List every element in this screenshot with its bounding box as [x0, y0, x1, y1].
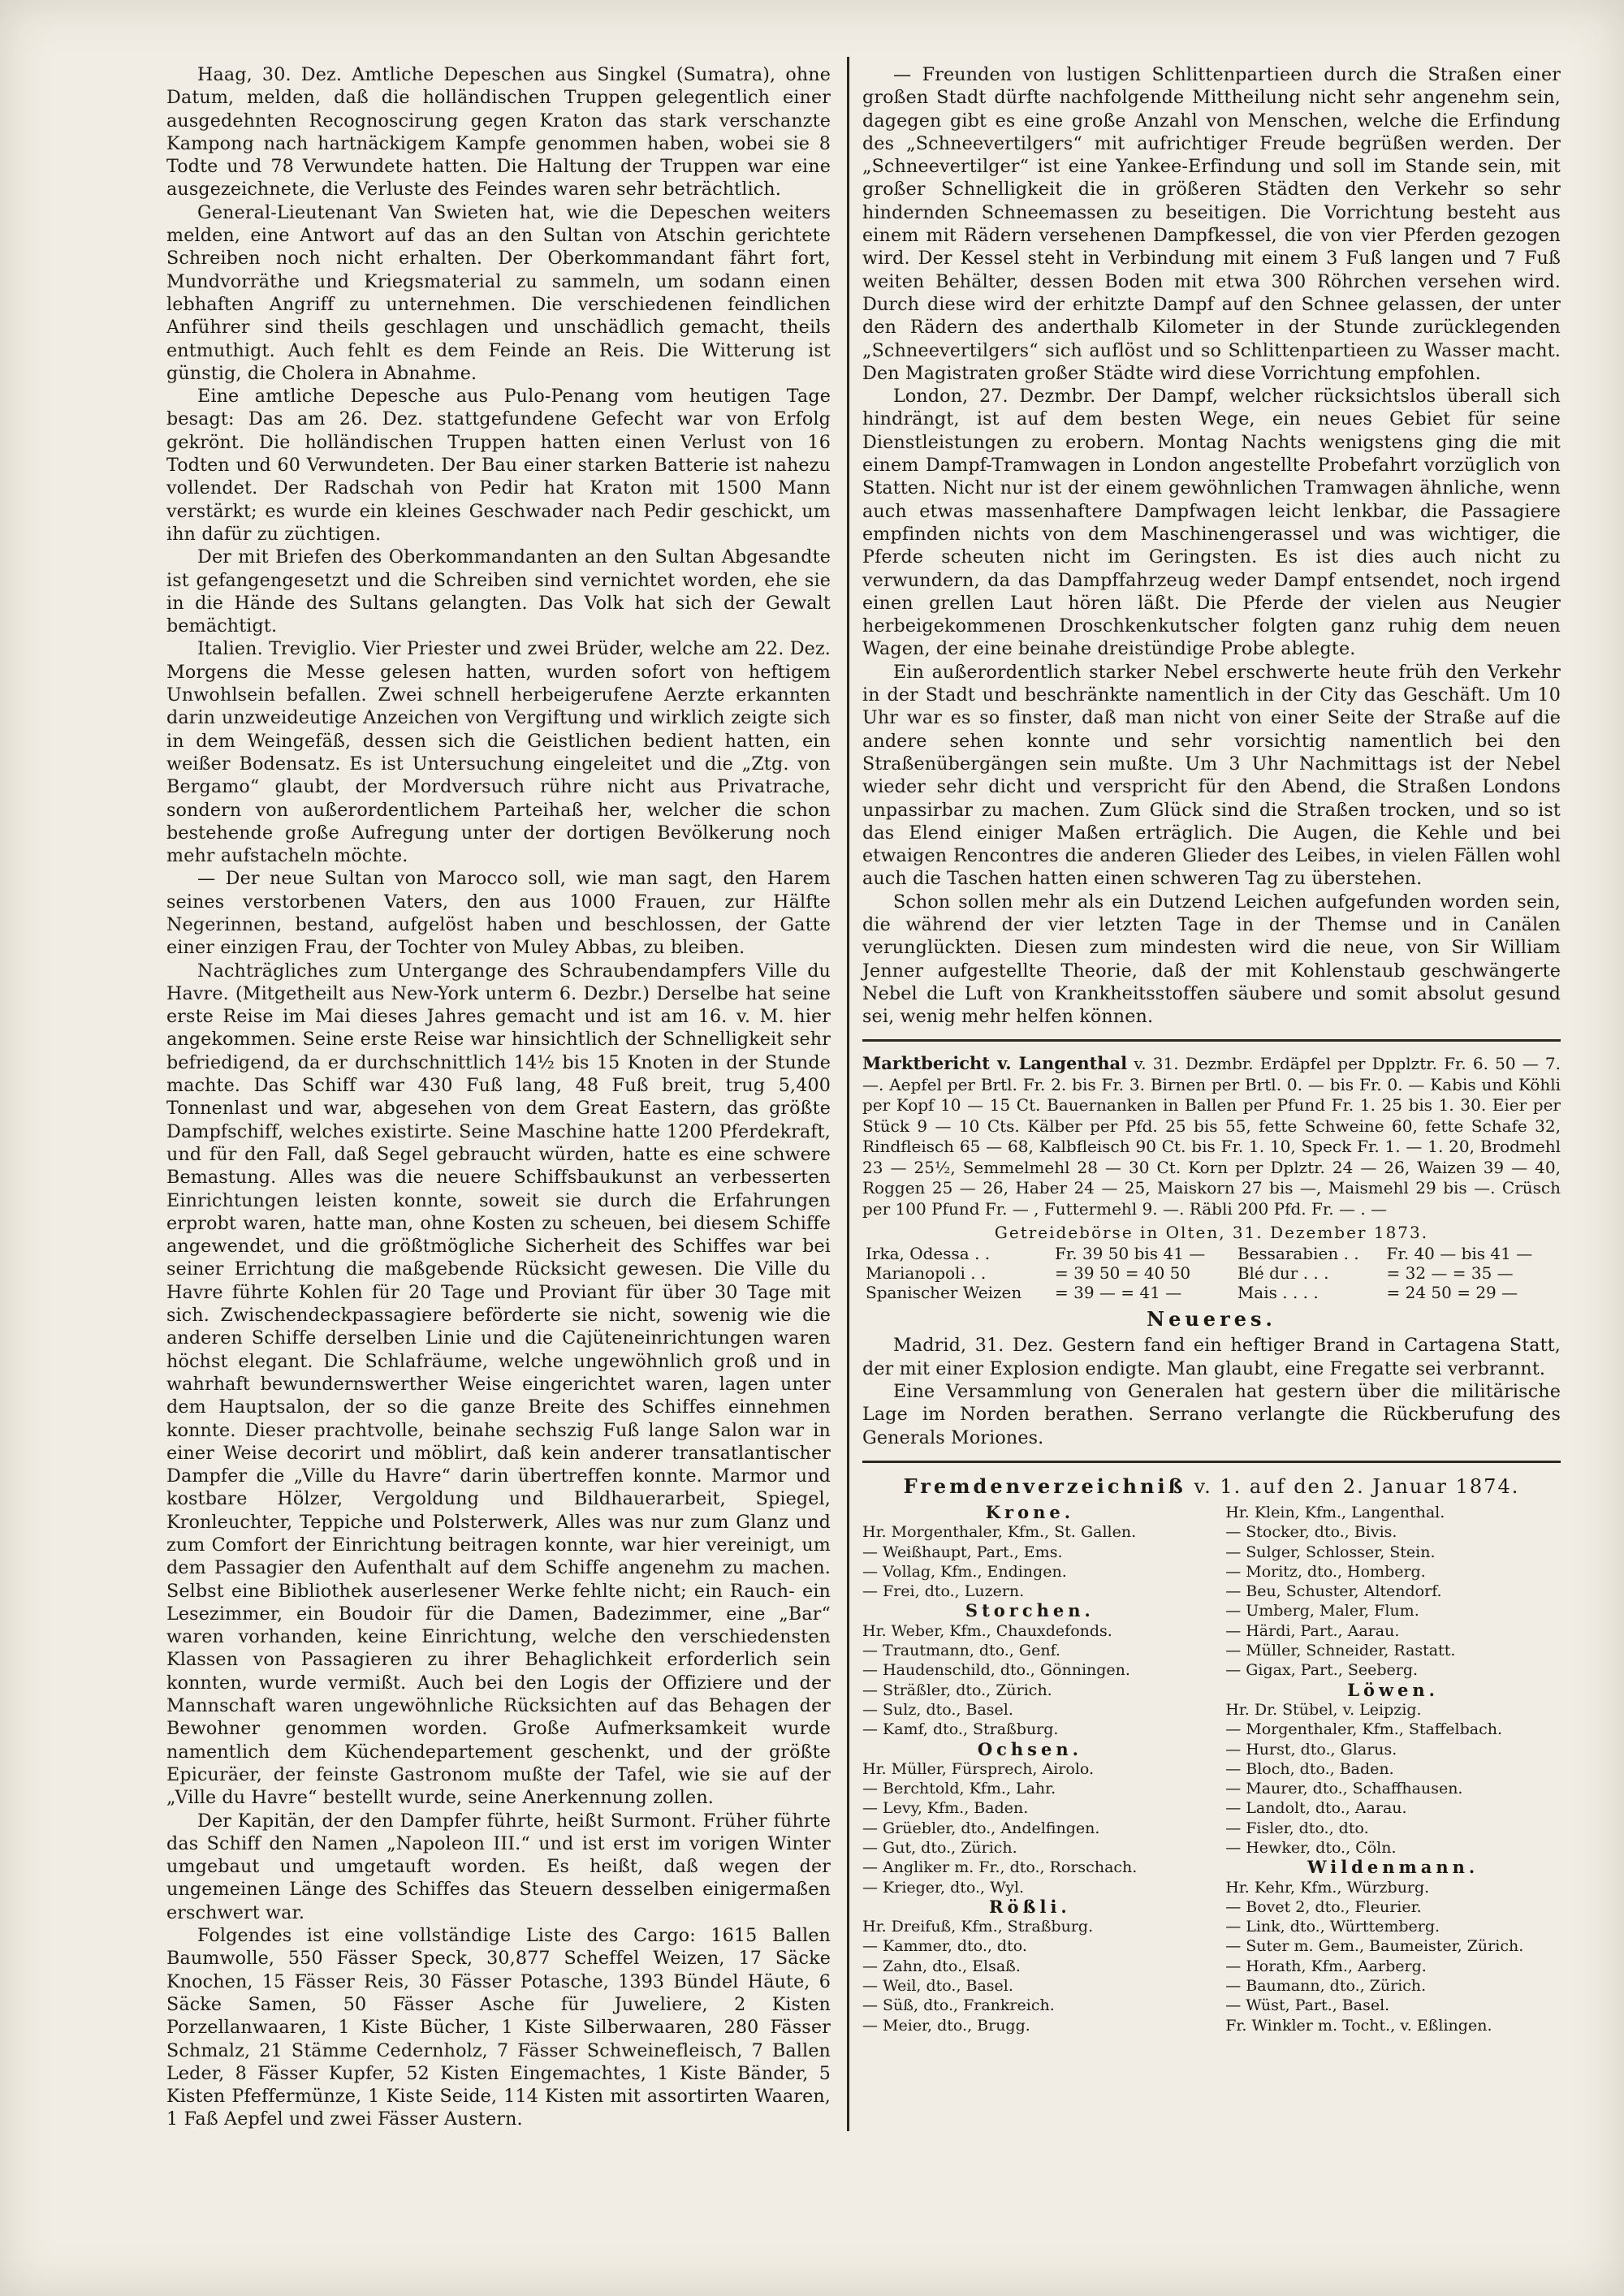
guest-entry: — Horath, Kfm., Aarberg.	[1225, 1957, 1427, 1975]
guest-entry: — Levy, Kfm., Baden.	[862, 1799, 1029, 1818]
guest-entry: — Krieger, dto., Wyl.	[862, 1878, 1025, 1897]
guest-entry: — Frei, dto., Luzern.	[862, 1582, 1025, 1601]
guest-entry: Hr. Müller, Fürsprech, Airolo.	[862, 1759, 1095, 1778]
guest-entry: — Stocker, dto., Bivis.	[1225, 1523, 1397, 1542]
guest-entry: — Fisler, dto., dto.	[1225, 1819, 1369, 1837]
guest-entry: — Härdi, Part., Aarau.	[1225, 1621, 1400, 1640]
exchange-cell: Irka, Odessa . .	[866, 1244, 991, 1264]
guest-entry: Hr. Weber, Kfm., Chauxdefonds.	[862, 1621, 1112, 1640]
fremden-right-column	[1225, 1503, 1561, 2035]
exchange-cell: = 39 50 = 40 50	[1055, 1263, 1191, 1284]
exchange-row	[862, 1263, 1561, 1283]
guest-entry: — Vollag, Kfm., Endingen.	[862, 1562, 1067, 1581]
hotel-heading: Löwen.	[1347, 1680, 1439, 1700]
guest-entry: Fr. Winkler m. Tocht., v. Eßlingen.	[1225, 2016, 1492, 2035]
exchange-cell: Mais . . . .	[1237, 1283, 1319, 1303]
exchange-cell: Marianopoli . .	[866, 1263, 987, 1284]
hotel-heading: Storchen.	[965, 1601, 1095, 1621]
exchange-cell: Fr. 39 50 bis 41 —	[1055, 1244, 1206, 1264]
article-london-nebel: Ein außerordentlich starker Nebel erschwerte heute früh den Verkehr in der Stadt und beschränkte namentlich in der City das Geschäft. Um 10 Uhr war es so finster, daß man nicht von einer Seite der Straße auf die andere sehen konnte und sehr vorsichtig namentlich bei den Straßenübergängen sein mußte. Um 3 Uhr Nachmittags ist der Nebel wieder sehr dicht und verspricht für den Abend, die Straßen Londons unpassirbar zu machen. Zum Glück sind die Straßen trocken, und so ist das Elend einiger Maßen erträglich. Die Augen, die Kehle und bei etwaigen Rencontres die anderen Glieder des Leibes, in vielen Fällen wohl auch die Taschen hatten einen schweren Tag zu überstehen.	[862, 661, 1561, 890]
guest-entry: — Moritz, dto., Homberg.	[1225, 1562, 1426, 1581]
fremden-left-column	[862, 1503, 1198, 2035]
guest-entry: — Angliker m. Fr., dto., Rorschach.	[862, 1858, 1138, 1877]
guest-entry: — Suter m. Gem., Baumeister, Zürich.	[1225, 1937, 1524, 1956]
market-report	[862, 1053, 1561, 1219]
guest-entry: — Berchtold, Kfm., Lahr.	[862, 1780, 1056, 1798]
article-generalen: Eine Versammlung von Generalen hat gestern über die militärische Lage im Norden berathen. Serrano verlangte die Rückberufung des Generals Moriones.	[862, 1381, 1561, 1448]
guest-entry: — Maurer, dto., Schaffhausen.	[1225, 1780, 1463, 1798]
guest-entry: — Bovet 2, dto., Fleurier.	[1225, 1897, 1422, 1916]
exchange-cell: Blé dur . . .	[1237, 1263, 1329, 1284]
guest-entry: Hr. Morgenthaler, Kfm., St. Gallen.	[862, 1523, 1137, 1542]
guest-entry: — Weißhaupt, Part., Ems.	[862, 1543, 1063, 1561]
guest-entry: — Baumann, dto., Zürich.	[1225, 1977, 1427, 1996]
article-madrid: Madrid, 31. Dez. Gestern fand ein heftiger Brand in Cartagena Statt, der mit einer Explosion endigte. Man glaubt, eine Fregatte sei verbrannt.	[862, 1335, 1561, 1379]
guest-entry: — Umberg, Maler, Flum.	[1225, 1602, 1419, 1621]
guest-entry: — Beu, Schuster, Altendorf.	[1225, 1582, 1442, 1601]
column-divider	[847, 57, 849, 2131]
guest-entry: — Sulz, dto., Basel.	[862, 1700, 1013, 1719]
guest-entry: — Morgenthaler, Kfm., Staffelbach.	[1225, 1720, 1503, 1739]
guest-entry: Hr. Dreifuß, Kfm., Straßburg.	[862, 1918, 1094, 1936]
guest-entry: — Kammer, dto., dto.	[862, 1937, 1027, 1956]
guest-entry: — Zahn, dto., Elsaß.	[862, 1957, 1021, 1975]
exchange-table	[862, 1244, 1561, 1302]
exchange-cell: Fr. 40 — bis 41 —	[1386, 1244, 1533, 1264]
section-rule	[862, 1461, 1561, 1463]
guest-entry: — Sträßler, dto., Zürich.	[862, 1681, 1052, 1699]
market-title: Marktbericht v. Langenthal	[862, 1053, 1128, 1074]
neueres-heading: Neueres.	[1147, 1307, 1276, 1331]
article-van-swieten: General-Lieutenant Van Swieten hat, wie die Depeschen weiters melden, eine Antwort auf das an den Sultan von Atschin gerichtete Schreiben noch nicht erhalten. Der Oberkommandant fährt fort, Mundvorräthe und Kriegsmaterial zu sammeln, um sodann einen lebhaften Angriff zu unternehmen. Die verschiedenen feindlichen Anführer sind theils geschlagen und unschädlich gemacht, theils entmuthigt. Auch fehlt es dem Feinde an Reis. Die Witterung ist günstig, die Cholera in Abnahme.	[166, 201, 831, 384]
hotel-heading: Ochsen.	[977, 1739, 1082, 1759]
section-rule	[862, 1039, 1561, 1042]
market-text: v. 31. Dezmbr. Erdäpfel per Dpplztr. Fr. 6. 50 — 7. —. Aepfel per Brtl. Fr. 2. bis Fr. 3. Birnen per Brtl. 0. — bis Fr. 0. — Kabis und Köhli per Kopf 10 — 15 Ct. Bauernanken in Ballen per Pfund Fr. 1. 25 bis 1. 30. Eier per Stück 9 — 10 Cts. Kälber per Pfd. 25 bis 55, fette Schweine 60, fette Schafe 32, Rindfleisch 65 — 68, Kalbfleisch 90 Ct. bis Fr. 1. 10, Speck Fr. 1. — 1. 20, Brodmehl 23 — 25½, Semmelmehl 28 — 30 Ct. Korn per Dplztr. 24 — 26, Waizen 39 — 40, Roggen 25 — 26, Haber 24 — 25, Maiskorn 27 bis —, Maismehl 29 bis —. Crüsch per 100 Pfund Fr. — , Futtermehl 9. —. Räbli 200 Pfd. Fr. — . —	[862, 1054, 1561, 1219]
article-kapitaen: Der Kapitän, der den Dampfer führte, heißt Surmont. Früher führte das Schiff den Namen „Napoleon III.“ und ist erst im vorigen Winter umgebaut und umgetauft worden. Es heißt, daß wegen der ungemeinen Länge des Schiffes das Steuern desselben einigermaßen erschwert war.	[166, 1810, 831, 1923]
article-ville-du-havre: Nachträgliches zum Untergange des Schraubendampfers Ville du Havre. (Mitgetheilt aus New-York unterm 6. Dezbr.) Derselbe hat seine erste Reise im Mai dieses Jahres gemacht und ist am 16. v. M. hier angekommen. Seine erste Reise war hinsichtlich der Schnelligkeit sehr befriedigend, da er durchschnittlich 14½ bis 15 Knoten in der Stunde machte. Das Schiff war 430 Fuß lang, 48 Fuß breit, trug 5,400 Tonnenlast und war, abgesehen von dem Great Eastern, das größte Dampfschiff, welches existirte. Seine Maschine hatte 1200 Pferdekraft, und für den Fall, daß Segel gebraucht würden, hatte es eine schwere Bemastung. Alles was die neuere Schiffsbaukunst an verbesserten Einrichtungen leisten konnte, soweit sie durch die Erfahrungen erprobt waren, hatte man, ohne Kosten zu scheuen, bei diesem Schiffe angewendet, und die größtmögliche Sicherheit des Schiffes war bei seiner Errichtung die maßgebende Rücksicht gewesen. Die Ville du Havre führte Kohlen für 20 Tage und Proviant für über 30 Tage mit sich. Zwischendeckpassagiere beförderte sie nicht, sowenig wie die anderen Schiffe derselben Linie und die Cajüteneinrichtungen waren höchst elegant. Die Schlafräume, welche ungewöhnlich groß und in wahrhaft bewundernswerther Weise eingerichtet waren, lagen unter dem Hauptsalon, der so die ganze Breite des Schiffes einnehmen konnte. Dieser prachtvolle, beinahe sechszig Fuß lange Salon war in einer Weise decorirt und möblirt, daß kein anderer transatlantischer Dampfer die „Ville du Havre“ darin übertreffen konnte. Marmor und kostbare Hölzer, Vergoldung und Bildhauerarbeit, Spiegel, Kronleuchter, Teppiche und Polsterwerk, Alles was nur zum Glanz und zum Comfort der Einrichtung beitragen konnte, war hier vereinigt, um dem Passagier den Aufenthalt auf dem Schiffe angenehm zu machen. Selbst eine Bibliothek auserlesener Werke fehlte nicht; ein Rauch- ein Lesezimmer, ein Boudoir für die Damen, Badezimmer, eine „Bar“ waren vorhanden, keine Einrichtung, welche den verschiedensten Klassen von Passagieren zu ihrer Behaglichkeit erforderlich sein konnten, wurde vermißt. Auch bei den Logis der Offiziere und der Mannschaft waren ungewöhnliche Rücksichten auf das Behagen der Bewohner genommen worden. Große Aufmerksamkeit wurde namentlich dem Küchendepartement geschenkt, und der größte Epicuräer, der feinste Gastronom mußte der Tafel, wie sie auf der „Ville du Havre“ bestellt wurde, seine Anerkennung zollen.	[166, 960, 831, 1809]
hotel-heading: Krone.	[985, 1502, 1075, 1522]
exchange-cell: = 32 — = 35 —	[1386, 1263, 1514, 1284]
fremden-list	[862, 1503, 1561, 2035]
guest-entry: — Bloch, dto., Baden.	[1225, 1759, 1394, 1778]
guest-entry: — Meier, dto., Brugg.	[862, 2016, 1030, 2035]
guest-entry: — Gigax, Part., Seeberg.	[1225, 1661, 1419, 1680]
article-schneevertilger: — Freunden von lustigen Schlittenpartieen durch die Straßen einer großen Stadt dürfte nachfolgende Mittheilung nicht sehr angenehm sein, dagegen gibt es eine große Anzahl von Menschen, welche die Erfindung des „Schneevertilgers“ mit aufrichtiger Freude begrüßen werden. Der „Schneevertilger“ ist eine Yankee-Erfindung und soll im Stande sein, mit großer Schnelligkeit die in größeren Städten den Verkehr so sehr hindernden Schneemassen zu beseitigen. Die Vorrichtung besteht aus einem mit Rädern versehenen Dampfkessel, die von vier Pferden gezogen wird. Der Kessel steht in Verbindung mit einem 3 Fuß langen und 7 Fuß weiten Behälter, dessen Boden mit etwa 300 Röhrchen versehen wird. Durch diese wird der erhitzte Dampf auf den Schnee gelassen, der unter den Rädern des anderthalb Kilometer in der Stunde zurücklegenden „Schneevertilgers“ sich auflöst und so Schlittenpartieen zu Wasser macht. Den Magistraten großer Städte wird diese Vorrichtung empfohlen.	[862, 64, 1561, 384]
article-london-dampf: London, 27. Dezmbr. Der Dampf, welcher rücksichtslos überall sich hindrängt, ist auf dem besten Wege, ein neues Gebiet für seine Dienstleistungen zu erobern. Montag Nachts wenigstens ging die mit einem Dampf-Tramwagen in London angestellte Probefahrt vorzüglich von Statten. Nicht nur ist der einem gewöhnlichen Tramwagen ähnliche, wenn auch etwas massenhaftere Dampfwagen leicht lenkbar, die Passagiere empfinden nichts von dem Maschinengerassel und was wichtiger, die Pferde scheuten nicht im Geringsten. Es ist dies auch nicht zu verwundern, da das Dampffahrzeug weder Dampf entsendet, noch irgend einen grellen Laut hören läßt. Die Pferde der vielen aus Neugier herbeigekommenen Droschkenkutscher folgten ganz ruhig dem neuen Wagen, der eine beinahe dreistündige Probe ablegte.	[862, 386, 1561, 660]
article-haag: Haag, 30. Dez. Amtliche Depeschen aus Singkel (Sumatra), ohne Datum, melden, daß die holländischen Truppen gelegentlich einer ausgedehnten Recognoscirung gegen Kraton das stark verschanzte Kampong nach hartnäckigem Kampfe genommen haben, wobei sie 8 Todte und 78 Verwundete hatten. Die Haltung der Truppen war eine ausgezeichnete, die Verluste des Feindes waren sehr beträchtlich.	[166, 64, 831, 201]
guest-entry: — Wüst, Part., Basel.	[1225, 1996, 1390, 2015]
article-marocco: — Der neue Sultan von Marocco soll, wie man sagt, den Harem seines verstorbenen Vaters, den aus 1000 Frauen, zur Hälfte Negerinnen, bestand, aufgelöst haben und beschlossen, der Gatte einer einzigen Frau, der Tochter von Muley Abbas, zu bleiben.	[166, 868, 831, 959]
right-column	[862, 63, 1561, 2035]
guest-entry: — Hurst, dto., Glarus.	[1225, 1740, 1397, 1759]
guest-entry: Hr. Kehr, Kfm., Würzburg.	[1225, 1878, 1430, 1897]
fremden-title-rest: v. 1. auf den 2. Januar 1874.	[1194, 1474, 1520, 1498]
hotel-heading: Rößli.	[989, 1897, 1071, 1917]
exchange-cell: Bessarabien . .	[1237, 1244, 1359, 1264]
guest-entry: — Gut, dto., Zürich.	[862, 1839, 1017, 1857]
fremden-title	[862, 1474, 1561, 1498]
article-italien: Italien. Treviglio. Vier Priester und zwei Brüder, welche am 22. Dez. Morgens die Messe gelesen hatten, wurden sofort von heftigem Unwohlsein befallen. Zwei schnell herbeigerufene Aerzte erkannten darin unzweideutige Anzeichen von Vergiftung und wirklich zeigte sich in dem Weingefäß, dessen sich die Geistlichen bedient hatten, ein weißer Bodensatz. Es ist Untersuchung eingeleitet und die „Ztg. von Bergamo“ glaubt, der Mordversuch rühre nicht aus Privatrache, sondern von außerordentlichem Parteihaß her, welcher die schon bestehende große Aufregung unter der dortigen Bevölkerung noch mehr aufstacheln möchte.	[166, 638, 831, 867]
exchange-cell: = 24 50 = 29 —	[1386, 1283, 1518, 1303]
article-cargo: Folgendes ist eine vollständige Liste des Cargo: 1615 Ballen Baumwolle, 550 Fässer Speck, 30,877 Scheffel Weizen, 17 Säcke Knochen, 15 Fässer Reis, 30 Fässer Potasche, 1393 Bündel Häute, 6 Säcke Samen, 50 Fässer Asche für Juweliere, 2 Kisten Porzellanwaaren, 1 Kiste Bücher, 1 Kiste Silberwaaren, 280 Fässer Schmalz, 21 Stämme Cedernholz, 7 Fässer Schweinefleisch, 7 Ballen Leder, 8 Fässer Kupfer, 52 Kisten Eingemachtes, 1 Kiste Bänder, 5 Kisten Pfeffermünze, 1 Kiste Seide, 114 Kisten mit assortirten Waaren, 1 Faß Aepfel und zwei Fässer Austern.	[166, 1925, 831, 2130]
guest-entry: — Kamf, dto., Straßburg.	[862, 1720, 1059, 1739]
article-pulo-penang: Eine amtliche Depesche aus Pulo-Penang vom heutigen Tage besagt: Das am 26. Dez. stattgefundene Gefecht war von Erfolg gekrönt. Die holländischen Truppen hatten einen Verlust von 16 Todten und 60 Verwundeten. Der Bau einer starken Batterie ist nahezu vollendet. Der Radschah von Pedir hat Kraton mit 1500 Mann verstärkt; es wurde ein kleines Geschwader nach Pedir geschickt, um ihn dafür zu züchtigen.	[166, 386, 831, 545]
guest-entry: — Haudenschild, dto., Gönningen.	[862, 1661, 1130, 1680]
guest-entry: — Trautmann, dto., Genf.	[862, 1642, 1060, 1660]
guest-entry: — Sulger, Schlosser, Stein.	[1225, 1543, 1436, 1561]
exchange-cell: Spanischer Weizen	[866, 1283, 1022, 1303]
article-leichen: Schon sollen mehr als ein Dutzend Leichen aufgefunden worden sein, die während der vier letzten Tage in der Themse und in Canälen verunglückten. Diesen zum mindesten wird die neue, von Sir William Jenner aufgestellte Theorie, daß der mit Kohlenstaub geschwängerte Nebel die Luft von Krankheitsstoffen säubere und somit absolut gesund sei, wenig mehr helfen können.	[862, 891, 1561, 1028]
hotel-heading: Wildenmann.	[1307, 1858, 1479, 1878]
exchange-row	[862, 1244, 1561, 1263]
guest-entry: — Hewker, dto., Cöln.	[1225, 1839, 1397, 1857]
guest-entry: — Link, dto., Württemberg.	[1225, 1918, 1440, 1936]
guest-entry: — Süß, dto., Frankreich.	[862, 1996, 1055, 2015]
guest-entry: — Grüebler, dto., Andelfingen.	[862, 1819, 1100, 1837]
guest-entry: Hr. Klein, Kfm., Langenthal.	[1225, 1503, 1445, 1521]
exchange-cell: = 39 — = 41 —	[1055, 1283, 1182, 1303]
guest-entry: — Weil, dto., Basel.	[862, 1977, 1013, 1996]
exchange-title: Getreidebörse in Olten, 31. Dezember 1873.	[994, 1223, 1429, 1243]
guest-entry: — Müller, Schneider, Rastatt.	[1225, 1642, 1456, 1660]
guest-entry: Hr. Dr. Stübel, v. Leipzig.	[1225, 1700, 1422, 1719]
exchange-row	[862, 1283, 1561, 1302]
fremden-title-bold: Fremdenverzeichniß	[903, 1474, 1186, 1498]
article-abgesandte: Der mit Briefen des Oberkommandanten an den Sultan Abgesandte ist gefangengesetzt und die Schreiben sind vernichtet worden, ehe sie in die Hände des Sultans gelangten. Das Volk hat sich der Gewalt bemächtigt.	[166, 546, 831, 637]
left-column	[166, 63, 831, 2131]
guest-entry: — Landolt, dto., Aarau.	[1225, 1799, 1407, 1818]
